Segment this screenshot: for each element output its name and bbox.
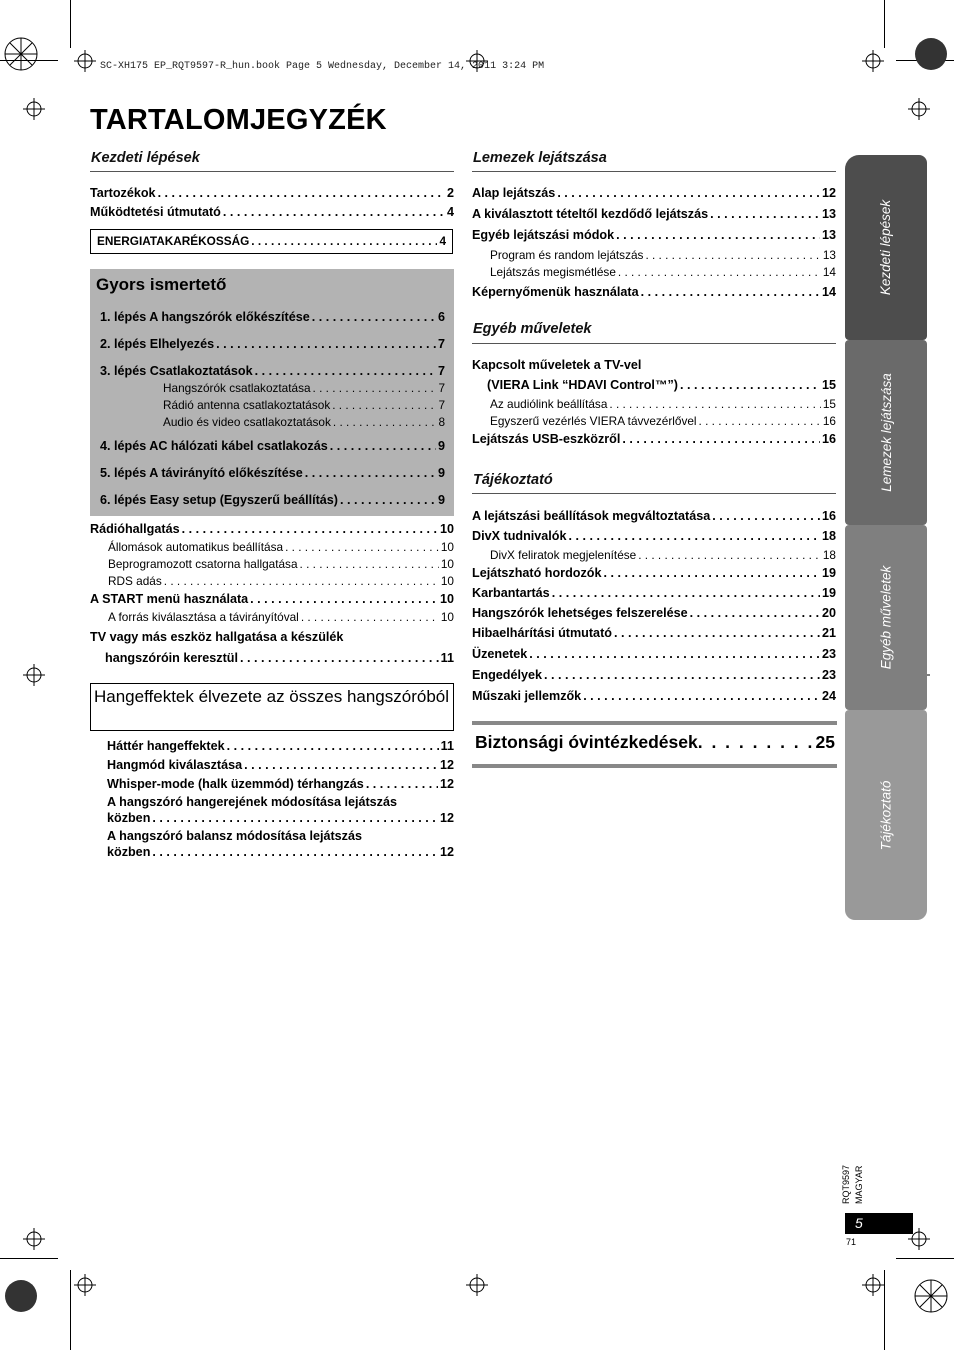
- toc-entry-radio[interactable]: Rádióhallgatás . . . 10: [90, 520, 454, 539]
- section-heading-info: Tájékoztató: [473, 472, 553, 488]
- section-rule: [90, 171, 454, 172]
- quick-guide-title: Gyors ismertető: [96, 275, 227, 294]
- section-heading-play: Lemezek lejátszása: [473, 150, 607, 166]
- crosshair-icon: [23, 98, 45, 120]
- toc-entry-usb[interactable]: Lejátszás USB-eszközről . . . 16: [472, 430, 836, 450]
- toc-subentry-repeat[interactable]: Lejátszás megismétlése . . . 14: [490, 264, 836, 281]
- toc-subentry-rds[interactable]: RDS adás . . . 10: [108, 573, 454, 590]
- crosshair-icon: [466, 1274, 488, 1296]
- crosshair-icon: [23, 664, 45, 686]
- toc-subentry-auto-tuning[interactable]: Állomások automatikus beállítása . . . 10: [108, 539, 454, 556]
- crosshair-icon: [466, 50, 488, 72]
- info-list: [472, 507, 836, 708]
- toc-entry-specifications[interactable]: Műszaki jellemzők . . . 24: [472, 687, 836, 708]
- toc-entry-safety[interactable]: Biztonsági óvintézkedések . . . 25: [475, 732, 835, 753]
- toc-subentry-program-random[interactable]: Program és random lejátszás . . . 13: [490, 247, 836, 264]
- crosshair-icon: [74, 1274, 96, 1296]
- crosshair-icon: [862, 1274, 884, 1296]
- play-list: [472, 184, 836, 303]
- toc-entry-tv-ops-line1[interactable]: Kapcsolt műveletek a TV-vel: [472, 358, 642, 372]
- toc-entry-tv-line2[interactable]: hangszóróin keresztül . . . 11: [105, 646, 454, 668]
- sound-effects-box: Hangeffektek élvezete az összes hangszóróból: [90, 683, 454, 731]
- toc-entry-step5[interactable]: 5. lépés A távirányító előkészítése . . . 9: [100, 458, 445, 485]
- toc-entry-background-effects[interactable]: Háttér hangeffektek . . . 11: [107, 737, 454, 756]
- toc-entry-step3[interactable]: 3. lépés Csatlakoztatások . . . 7: [100, 360, 445, 380]
- side-tab-label: Tájékoztató: [878, 780, 894, 850]
- side-tab-label: Egyéb műveletek: [878, 565, 894, 670]
- toc-entry-play-settings[interactable]: A lejátszási beállítások megváltoztatása . . . 16: [472, 507, 836, 527]
- side-tab-egyeb[interactable]: [845, 525, 927, 710]
- toc-subentry-radio-antenna[interactable]: Rádió antenna csatlakoztatások . . . 7: [163, 397, 445, 414]
- toc-entry-licenses[interactable]: Engedélyek . . . 23: [472, 666, 836, 687]
- energy-saving-box: [90, 229, 453, 254]
- crop-mark: [70, 1270, 71, 1350]
- toc-subentry-audiolink[interactable]: Az audiólink beállítása . . . 15: [490, 396, 836, 413]
- side-tab-kezdeti[interactable]: [845, 155, 927, 340]
- crosshair-icon: [908, 98, 930, 120]
- page-title: TARTALOMJEGYZÉK: [90, 104, 387, 136]
- toc-entry-volume-line1[interactable]: A hangszóró hangerejének módosítása lejátszás: [107, 795, 397, 809]
- side-tab-label: Kezdeti lépések: [878, 199, 894, 296]
- toc-entry-troubleshooting[interactable]: Hibaelhárítási útmutató . . . 21: [472, 624, 836, 645]
- start-items-list: [90, 184, 454, 222]
- side-tab-lemezek[interactable]: [845, 340, 927, 525]
- file-header-line: SC-XH175 EP_RQT9597-R_hun.book Page 5 Wednesday, December 14, 2011 3:24 PM: [100, 61, 545, 72]
- toc-entry-sound-mode[interactable]: Hangmód kiválasztása . . . 12: [107, 756, 454, 775]
- crop-mark: [884, 0, 885, 48]
- toc-entry-step6[interactable]: 6. lépés Easy setup (Egyszerű beállítás) . . . 9: [100, 485, 445, 512]
- section-heading-other: Egyéb műveletek: [473, 321, 592, 337]
- side-tab-label: Lemezek lejátszása: [878, 373, 894, 492]
- side-tab-tajekoztato[interactable]: [845, 710, 927, 920]
- toc-entry-viera-link[interactable]: (VIERA Link “HDAVI Control™”) . . . 15: [487, 376, 836, 396]
- registration-solid-icon: [3, 1278, 39, 1314]
- crosshair-icon: [23, 1228, 45, 1250]
- toc-entry-speaker-mounting[interactable]: Hangszórók lehetséges felszerelése . . . 20: [472, 604, 836, 624]
- toc-entry-start-menu[interactable]: A START menü használata . . . 10: [90, 590, 454, 609]
- language-label: MAGYAR: [854, 1165, 864, 1204]
- toc-entry-balance-line2[interactable]: közben . . . 12: [107, 844, 454, 860]
- crosshair-icon: [74, 50, 96, 72]
- section-rule: [472, 343, 836, 344]
- toc-entry-basic-play[interactable]: Alap lejátszás . . . 12: [472, 184, 836, 205]
- crop-mark: [0, 1258, 58, 1259]
- toc-entry-mukodtetesi[interactable]: Működtetési útmutató . . . 4: [90, 203, 454, 222]
- toc-entry-balance-line1[interactable]: A hangszóró balansz módosítása lejátszás: [107, 829, 362, 843]
- toc-subentry-divx-subtitles[interactable]: DivX feliratok megjelenítése . . . 18: [490, 547, 836, 564]
- toc-subentry-source-select[interactable]: A forrás kiválasztása a távirányítóval . . . 10: [108, 609, 454, 626]
- section-rule: [472, 493, 836, 494]
- document-code: RQT9597: [841, 1164, 851, 1204]
- registration-wheel-icon: [3, 36, 39, 72]
- toc-entry-media[interactable]: Lejátszható hordozók . . . 19: [472, 564, 836, 584]
- crop-mark: [884, 1270, 885, 1350]
- section-rule: [472, 171, 836, 172]
- toc-entry-step1[interactable]: 1. lépés A hangszórók előkészítése . . . 6: [100, 306, 445, 333]
- safety-bar: [472, 764, 837, 768]
- radio-section: [90, 520, 454, 668]
- toc-entry-messages[interactable]: Üzenetek . . . 23: [472, 645, 836, 666]
- toc-subentry-viera-remote[interactable]: Egyszerű vezérlés VIERA távvezérlővel . . . 16: [490, 413, 836, 430]
- toc-entry-divx[interactable]: DivX tudnivalók . . . 18: [472, 527, 836, 547]
- safety-bar: [472, 721, 837, 725]
- other-ops-list: [472, 356, 836, 450]
- registration-wheel-icon: [913, 1278, 949, 1314]
- toc-entry-tartozekok[interactable]: Tartozékok . . . 2: [90, 184, 454, 203]
- toc-subentry-preset-channel[interactable]: Beprogramozott csatorna hallgatása . . . 10: [108, 556, 454, 573]
- toc-entry-step2[interactable]: 2. lépés Elhelyezés . . . 7: [100, 333, 445, 360]
- toc-entry-maintenance[interactable]: Karbantartás . . . 19: [472, 584, 836, 604]
- quick-steps-list: [100, 306, 445, 512]
- section-heading-start: Kezdeti lépések: [91, 150, 200, 166]
- toc-entry-volume-line2[interactable]: közben . . . 12: [107, 810, 454, 826]
- toc-subentry-speakers[interactable]: Hangszórók csatlakoztatása . . . 7: [163, 380, 445, 397]
- crop-mark: [70, 0, 71, 48]
- toc-entry-whisper-mode[interactable]: Whisper-mode (halk üzemmód) térhangzás . . . 12: [107, 775, 454, 794]
- toc-entry-selected-play[interactable]: A kiválasztott tételtől kezdődő lejátszás . . . 13: [472, 205, 836, 226]
- toc-subentry-audio-video[interactable]: Audio és video csatlakoztatások . . . 8: [163, 414, 445, 431]
- toc-entry-step4[interactable]: 4. lépés AC hálózati kábel csatlakozás . . . 9: [100, 431, 445, 458]
- page-number: 5: [845, 1213, 913, 1234]
- toc-entry-other-modes[interactable]: Egyéb lejátszási módok . . . 13: [472, 226, 836, 247]
- toc-entry-tv-line1[interactable]: TV vagy más eszköz hallgatása a készülék: [90, 630, 344, 644]
- crosshair-icon: [862, 50, 884, 72]
- sequence-number: 71: [846, 1237, 857, 1247]
- toc-entry-energy[interactable]: ENERGIATAKARÉKOSSÁG . . . 4: [97, 230, 446, 253]
- crop-mark: [896, 1258, 954, 1259]
- effects-list: [107, 737, 454, 860]
- registration-solid-icon: [913, 36, 949, 72]
- toc-entry-screen-menus[interactable]: Képernyőmenük használata . . . 14: [472, 281, 836, 303]
